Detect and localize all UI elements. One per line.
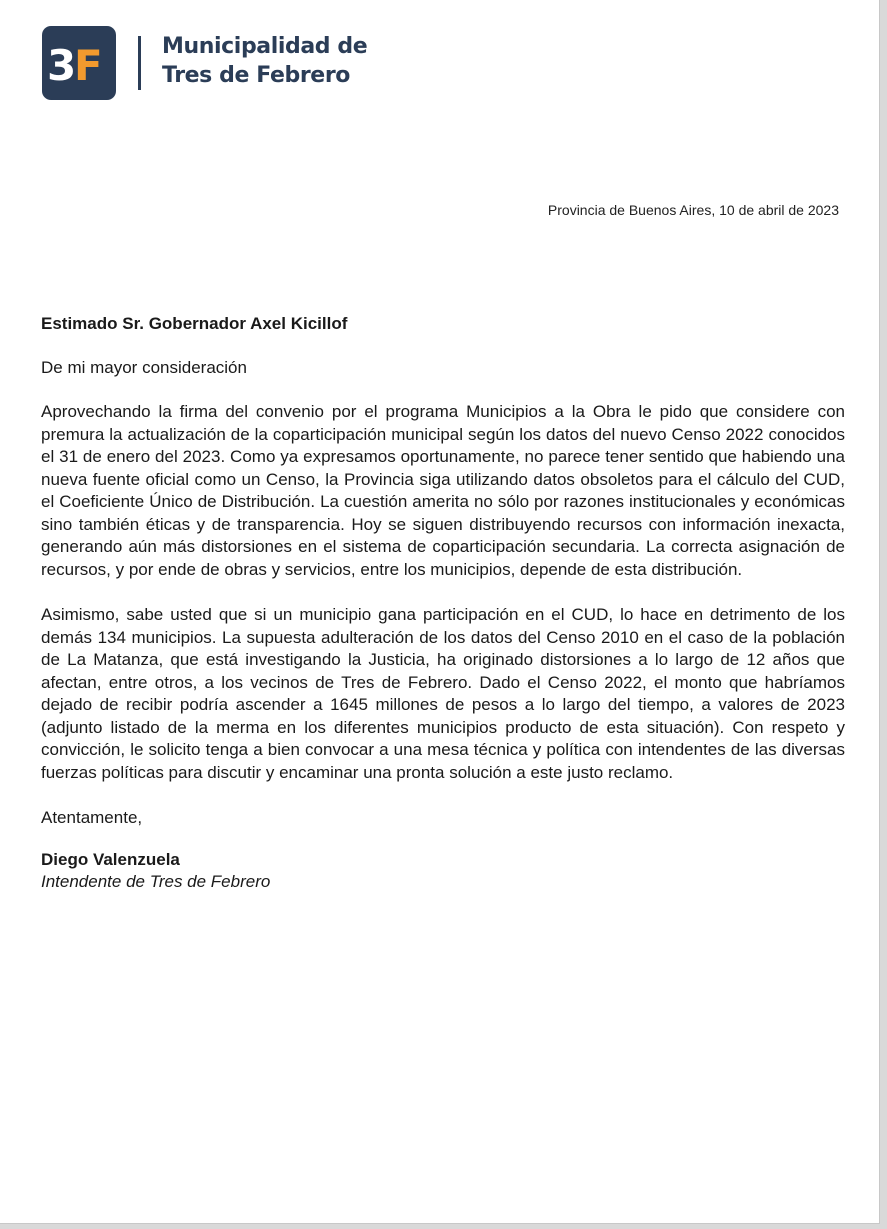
- closing: Atentamente,: [41, 808, 143, 827]
- org-name-line2: Tres de Febrero: [162, 63, 350, 88]
- body-paragraph-1: Aprovechando la firma del convenio por el programa Municipios a la Obra le pido que considere con premura la actualización de la coparticipación municipal según los datos del nuevo Censo 2022 conocidos el 31 de enero del 2023. Como ya expresamos oportunamente, no parece tener sentido que habiendo una nueva fuente oficial como un Censo, la Provincia siga utilizando datos obsoletos para el cálculo del CUD, el Coeficiente Único de Distribución. La cuestión amerita no sólo por razones institucionales y económicas sino también éticas y de transparencia. Hoy se siguen distribuyendo recursos con información inexacta, generando aún más distorsiones en el sistema de coparticipación secundaria. La correcta asignación de recursos, y por ende de obras y servicios, entre los municipios, depende de esta distribución.: [41, 402, 845, 579]
- letterhead-divider: [138, 36, 141, 90]
- signer-title: Intendente de Tres de Febrero: [41, 872, 271, 891]
- place-date: Provincia de Buenos Aires, 10 de abril de 2023: [547, 202, 839, 218]
- signer-name: Diego Valenzuela: [41, 849, 180, 869]
- org-name-line1: Municipalidad de: [162, 34, 368, 59]
- org-name: [162, 32, 482, 90]
- logo-mark-graphic: [42, 26, 116, 100]
- letter-body: [41, 313, 845, 894]
- greeting: De mi mayor consideración: [41, 357, 247, 377]
- svg-text:F: F: [74, 41, 103, 90]
- svg-text:3: 3: [47, 41, 73, 90]
- body-paragraph-2: Asimismo, sabe usted que si un municipio gana participación en el CUD, lo hace en detrimento de los demás 134 municipios. La supuesta adulteración de los datos del Censo 2010 en el caso de la población de La Matanza, que está investigando la Justicia, ha originado distorsiones a lo largo de 12 años que afectan, entre otros, a los vecinos de Tres de Febrero. Dado el Censo 2022, el monto que habríamos dejado de recibir podría ascender a 1645 millones de pesos a lo largo del tiempo, a valores de 2023 (adjunto listado de la merma en los diferentes municipios producto de esta situación). Con respeto y convicción, le solicito tenga a bien convocar a una mesa técnica y política con intendentes de las diversas fuerzas políticas para discutir y encaminar una pronta solución a este justo reclamo.: [41, 605, 845, 782]
- tres-de-febrero-logo-icon: [42, 26, 116, 100]
- salutation: Estimado Sr. Gobernador Axel Kicillof: [41, 314, 348, 333]
